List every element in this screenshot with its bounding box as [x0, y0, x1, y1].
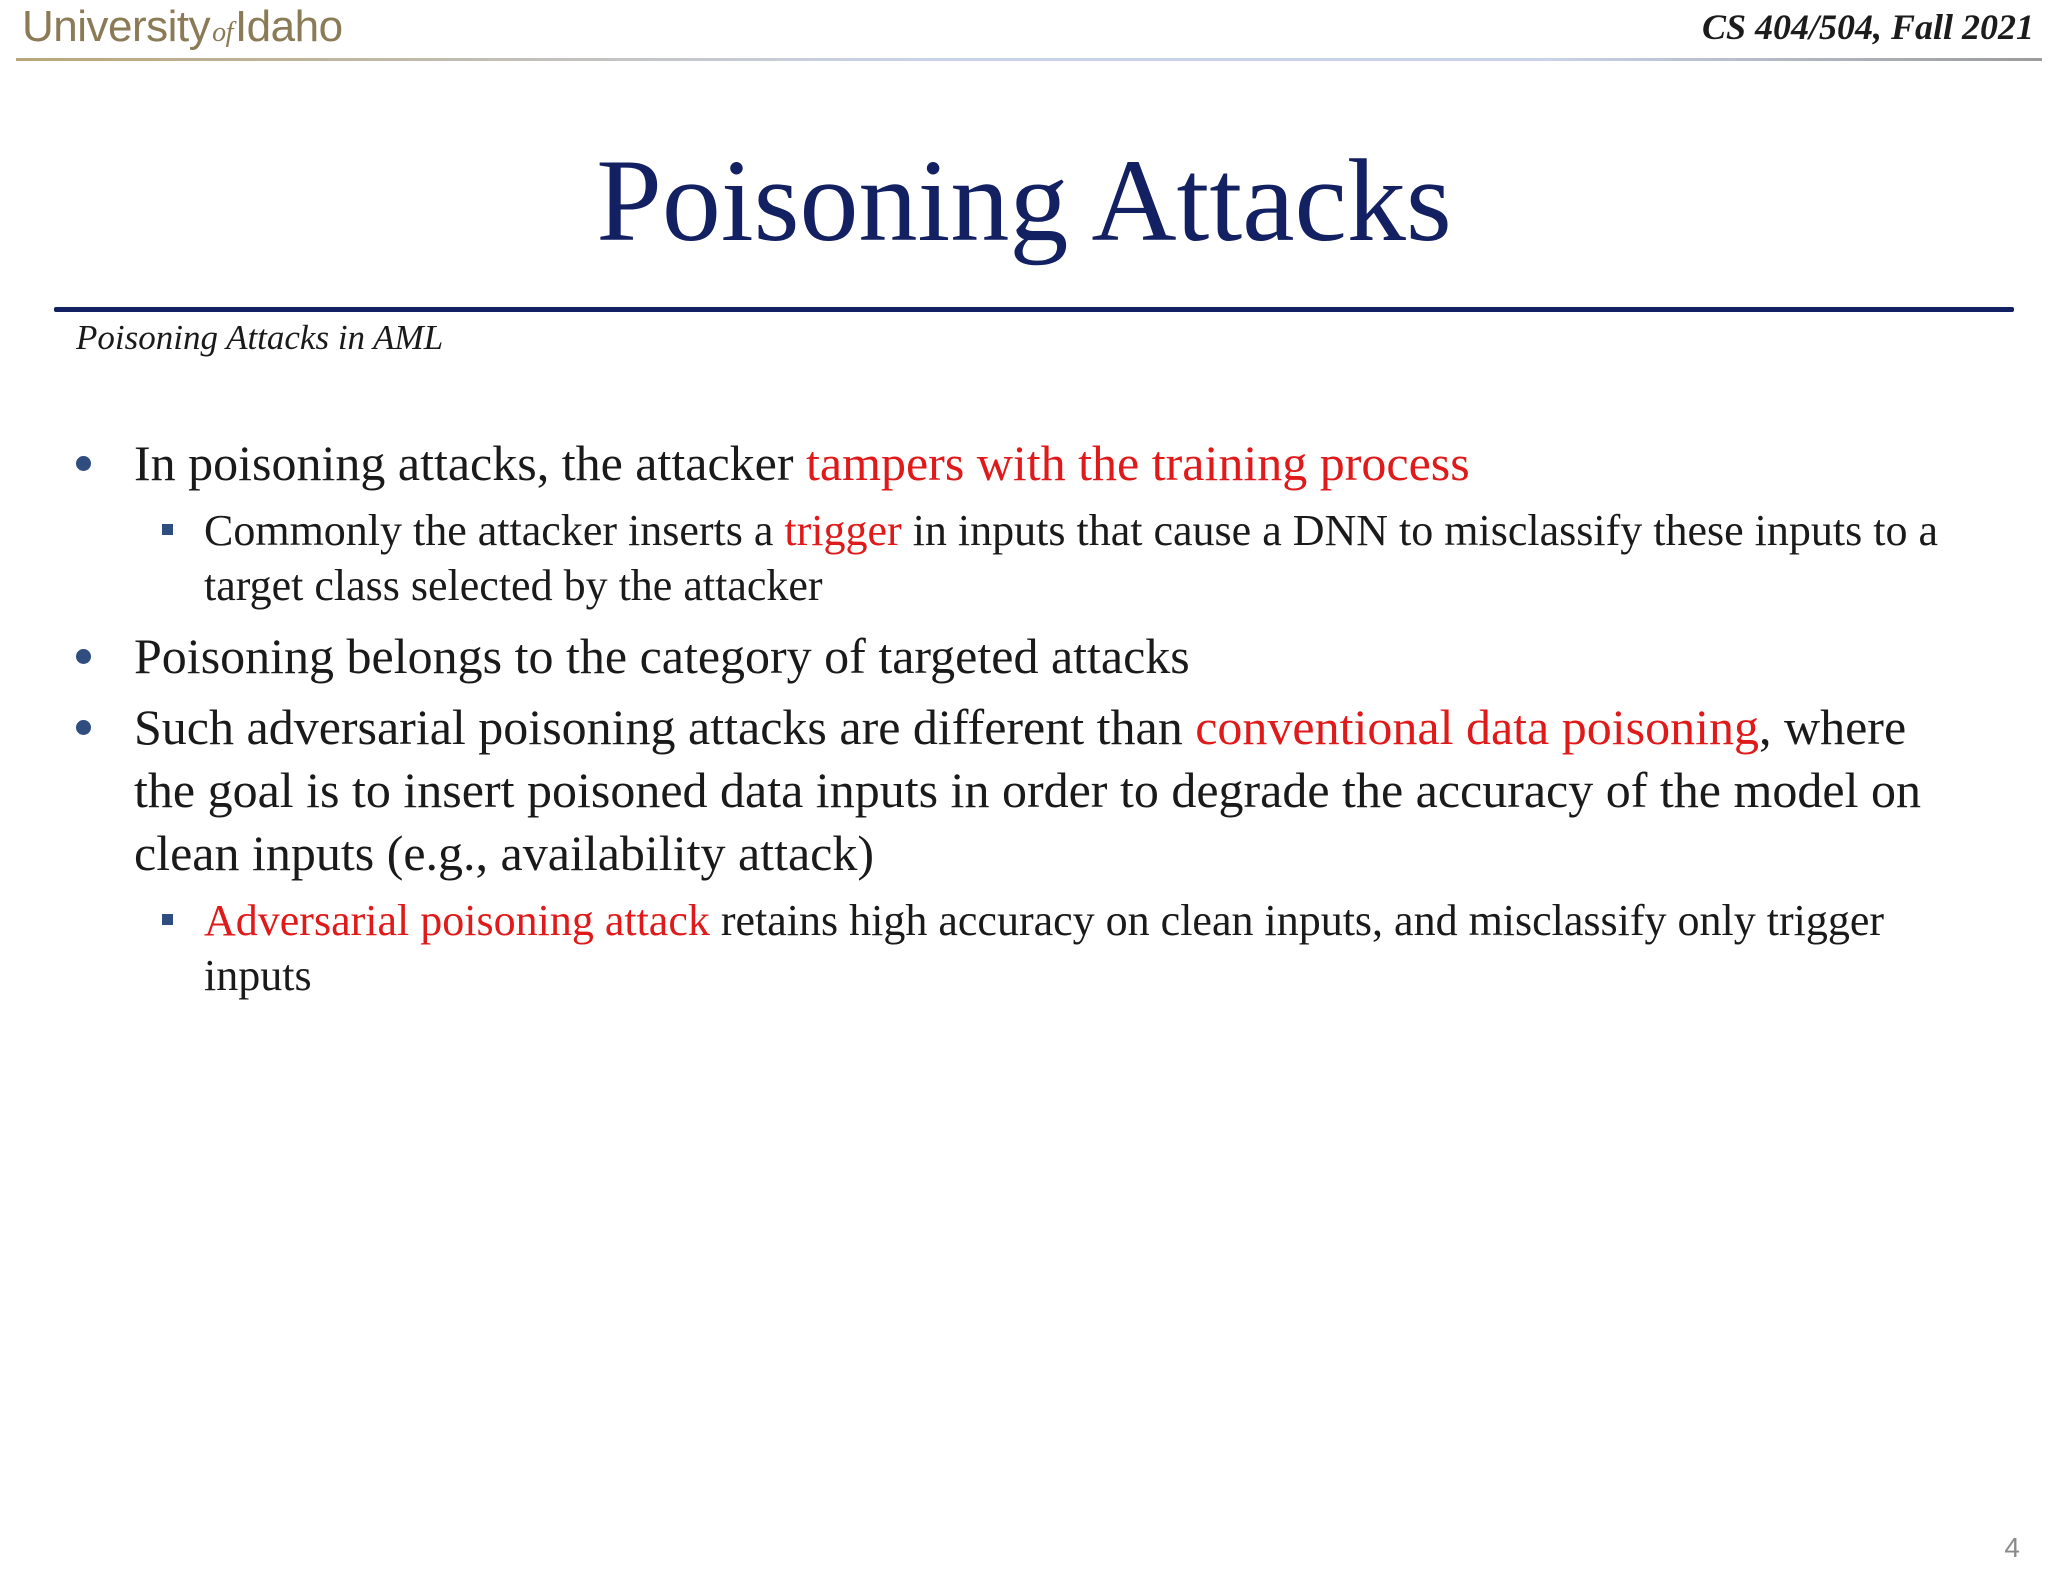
course-label: CS 404/504, Fall 2021: [1701, 7, 2034, 47]
square-bullet-icon: [162, 914, 173, 925]
slide-title: Poisoning Attacks: [596, 135, 1452, 266]
sub-bullet-item-2: [70, 893, 1970, 1003]
bullet-1-highlight: tampers with the training process: [806, 435, 1470, 491]
bullet-2-text: Poisoning belongs to the category of targeted attacks: [134, 628, 1190, 684]
bullet-1-text: In poisoning attacks, the attacker: [134, 435, 806, 491]
sub-bullet-1-text-b: in inputs that cause a DNN to misclassify these inputs to a target class selected by the attacker: [204, 506, 1938, 610]
header-divider: [16, 58, 2042, 61]
bullet-item-1: [70, 432, 1970, 495]
title-divider: [54, 307, 2014, 312]
sub-bullet-item-1: [70, 503, 1970, 613]
bullet-dot-icon: [76, 456, 91, 471]
sub-bullet-2-highlight: Adversarial poisoning attack: [204, 896, 710, 945]
logo-university-text: University: [22, 2, 211, 51]
page-number: 4: [2004, 1532, 2020, 1563]
university-of-idaho-logo: [22, 2, 343, 52]
slide-content: [70, 432, 1970, 1015]
square-bullet-icon: [162, 524, 173, 535]
bullet-3-highlight: conventional data poisoning: [1195, 699, 1759, 755]
logo-of-text: of: [212, 17, 233, 48]
slide-subtitle: Poisoning Attacks in AML: [76, 318, 444, 357]
sub-bullet-2-text-b: retains high accuracy on clean inputs, and misclassify only trigger inputs: [204, 896, 1885, 1000]
bullet-dot-icon: [76, 720, 91, 735]
bullet-dot-icon: [76, 649, 91, 664]
bullet-3-text-b: , where the goal is to insert poisoned data inputs in order to degrade the accuracy of the model on clean inputs (e.g., availability attack): [134, 699, 1921, 881]
logo-idaho-text: Idaho: [234, 2, 343, 51]
bullet-item-3: [70, 696, 1970, 885]
bullet-3-text-a: Such adversarial poisoning attacks are different than: [134, 699, 1196, 755]
sub-bullet-1-highlight: trigger: [784, 506, 902, 555]
sub-bullet-1-text-a: Commonly the attacker inserts a: [204, 506, 785, 555]
bullet-item-2: [70, 625, 1970, 688]
